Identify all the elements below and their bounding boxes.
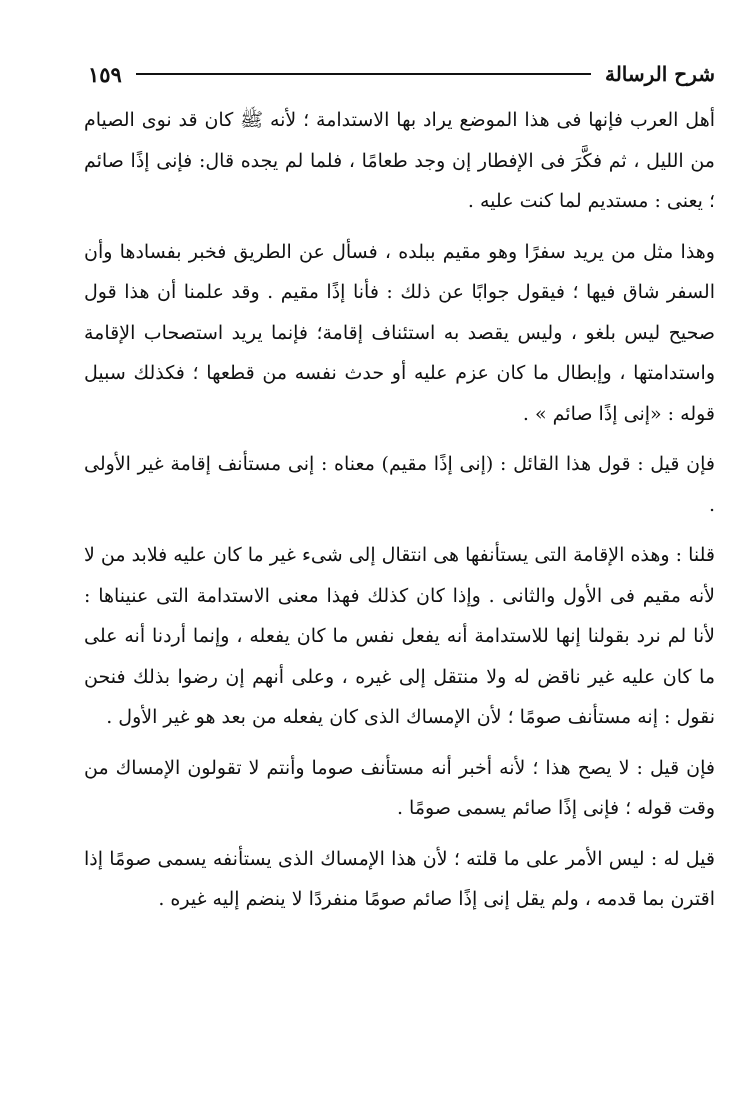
paragraph-2: وهذا مثل من يريد سفرًا وهو مقيم ببلده ، فسأل عن الطريق فخبر بفسادها وأن السفر شاق فيها ؛ فيقول جوابًا عن ذلك : فأنا إذًا مقيم . وقد علمنا أن هذا قول صحيح ليس بلغو ، وليس يقصد به استئناف إقامة؛ فإنما يريد استصحاب الإقامة واستدامتها ، وإبطال ما كان عزم عليه أو حدث نفسه من قطعها ؛ فكذلك سبيل قوله : «إنى إذًا صائم » . [84, 240, 715, 425]
paragraph-1: أهل العرب فإنها فى هذا الموضع يراد بها الاستدامة ؛ لأنه ﷺ كان قد نوى الصيام من الليل ، ثم فكَّرَ فى الإفطار إن وجد طعامًا ، فلما لم يجده قال: فإنى إذًا صائم ؛ يعنى : مستديم لما كنت عليه . [84, 109, 715, 212]
paragraph-4: قلنا : وهذه الإقامة التى يستأنفها هى انتقال إلى شىء غير ما كان عليه فلابد من لا لأنه مقيم فى الأول والثانى . وإذا كان كذلك فهذا معنى الاستدامة التى عنيناها : لأنا لم نرد بقولنا إنها للاستدامة أنه يفعل نفس ما كان يفعله ، وإنما أردنا أنه على ما كان عليه غير ناقض له ولا منتقل إلى غيره ، وعلى أنهم إن رضوا بذلك فنحن نقول : إنه مستأنف صومًا ؛ لأن الإمساك الذى كان يفعله من بعد هو غير الأول . [84, 544, 715, 728]
paragraph-6: قيل له : ليس الأمر على ما قلته ؛ لأن هذا الإمساك الذى يستأنفه يسمى صومًا إذا اقترن بما قدمه ، ولم يقل إنى إذًا صائم صومًا منفردًا لا ينضم إليه غيره . [84, 847, 715, 910]
page-header [88, 58, 715, 90]
page-number: ١٥٩ [88, 61, 122, 87]
paragraph-3: فإن قيل : قول هذا القائل : (إنى إذًا مقيم) معناه : إنى مستأنف إقامة غير الأولى . [84, 453, 715, 516]
header-rule [136, 73, 591, 75]
main-text [84, 100, 715, 920]
paragraph-5: فإن قيل : لا يصح هذا ؛ لأنه أخبر أنه مستأنف صوما وأنتم لا تقولون الإمساك من وقت قوله ؛ فإنى إذًا صائم يسمى صومًا . [84, 756, 715, 819]
running-title: شرح الرسالة [604, 62, 715, 86]
